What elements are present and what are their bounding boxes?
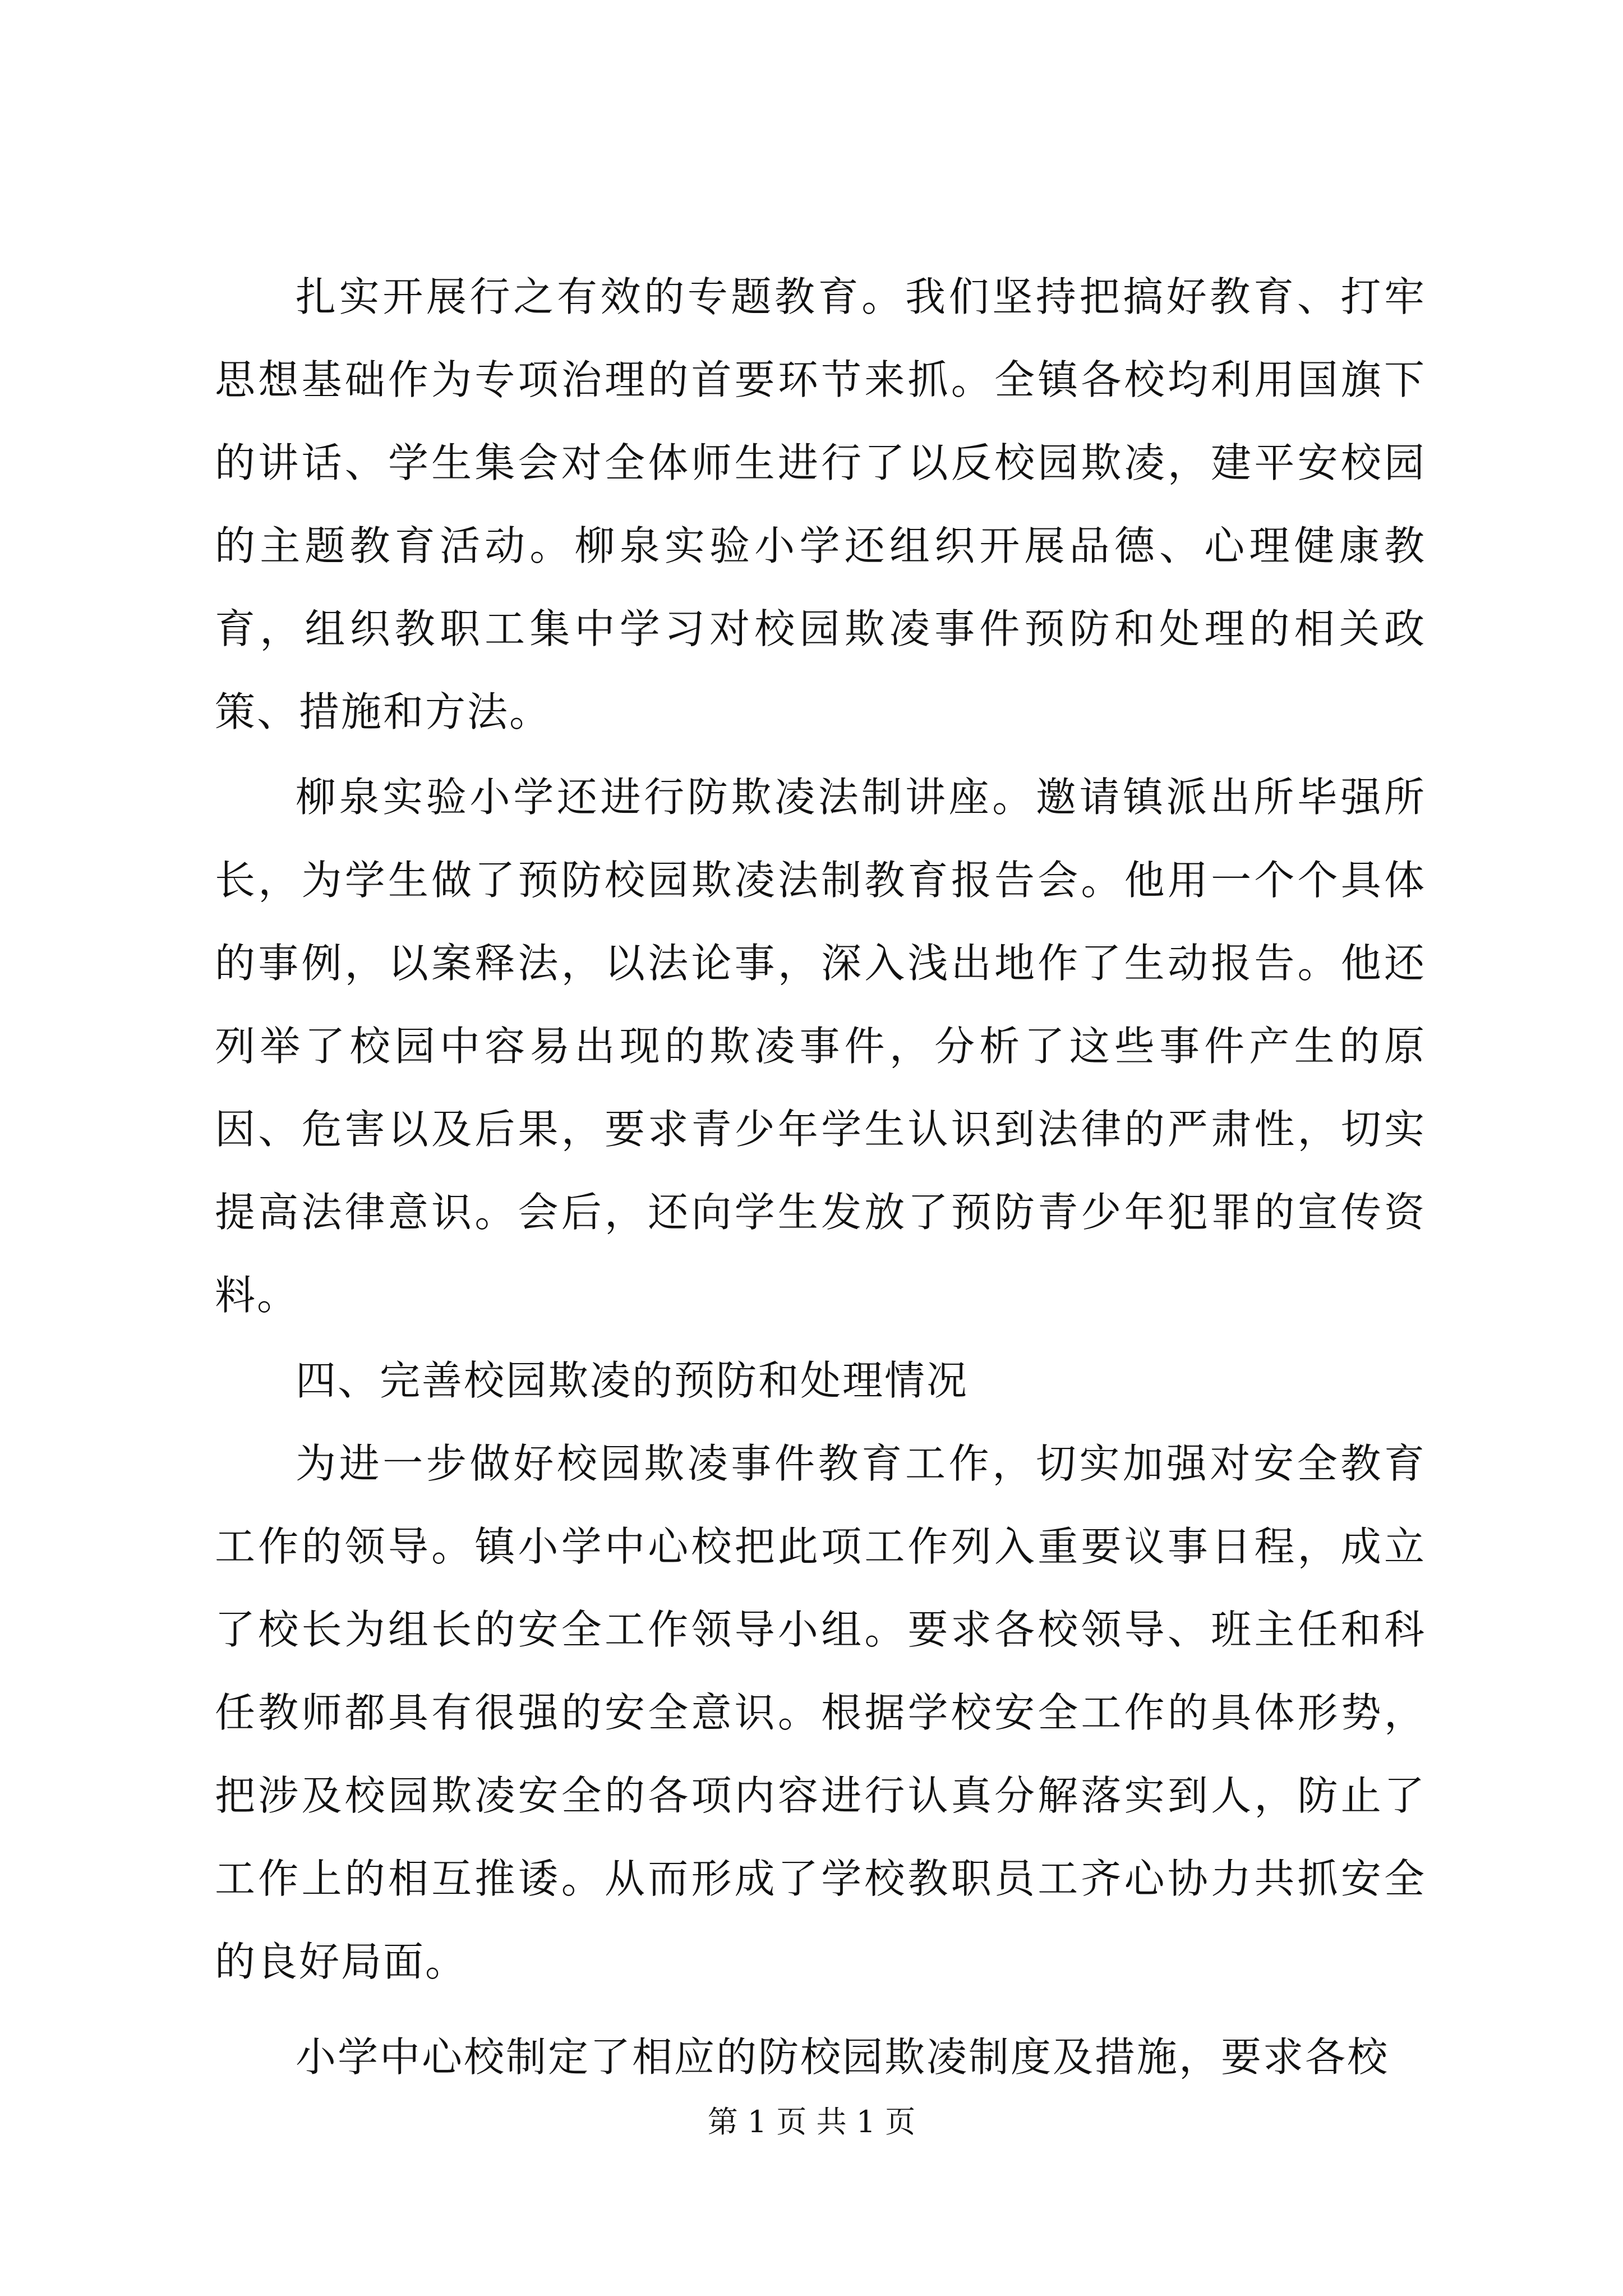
document-body	[215, 255, 1426, 2099]
paragraph-law-lecture: 柳泉实验小学还进行防欺凌法制讲座。邀请镇派出所毕强所长，为学生做了预防校园欺凌法制教育报告会。他用一个个具体的事例，以案释法，以法论事，深入浅出地作了生动报告。他还列举了校园中容易出现的欺凌事件，分析了这些事件产生的原因、危害以及后果，要求青少年学生认识到法律的严肃性，切实提高法律意识。会后，还向学生发放了预防青少年犯罪的宣传资料。	[215, 774, 1426, 1319]
paragraph-topic-education: 扎实开展行之有效的专题教育。我们坚持把搞好教育、打牢思想基础作为专项治理的首要环节来抓。全镇各校均利用国旗下的讲话、学生集会对全体师生进行了以反校园欺凌，建平安校园的主题教育活动。柳泉实验小学还组织开展品德、心理健康教育，组织教职工集中学习对校园欺凌事件预防和处理的相关政策、措施和方法。	[215, 273, 1426, 735]
page-footer: 第 1 页 共 1 页	[707, 2104, 916, 2139]
paragraph-safety-leadership: 为进一步做好校园欺凌事件教育工作，切实加强对安全教育工作的领导。镇小学中心校把此项工作列入重要议事日程，成立了校长为组长的安全工作领导小组。要求各校领导、班主任和科任教师都具有很强的安全意识。根据学校安全工作的具体形势，把涉及校园欺凌安全的各项内容进行认真分解落实到人，防止了工作上的相互推诿。从而形成了学校教职员工齐心协力共抓安全的良好局面。	[215, 1440, 1426, 1985]
paragraph-anti-bullying-rules: 小学中心校制定了相应的防校园欺凌制度及措施，要求各校	[296, 2033, 1390, 2081]
section-heading: 四、完善校园欺凌的预防和处理情况	[296, 1357, 969, 1404]
